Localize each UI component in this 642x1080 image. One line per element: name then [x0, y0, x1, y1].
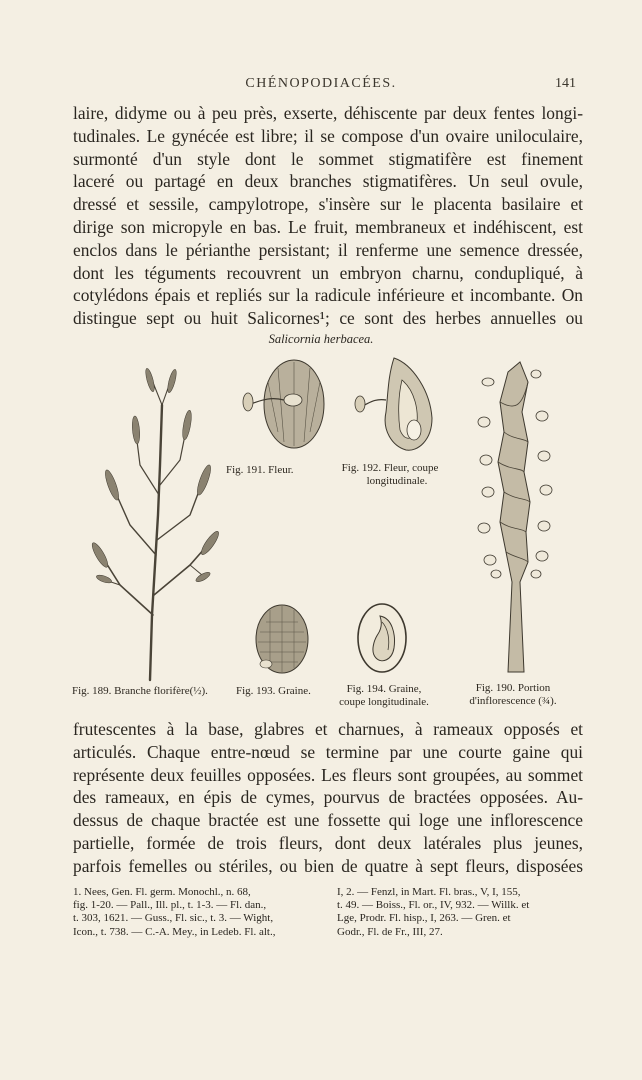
fig190-caption-line: d'inflorescence (¾).: [469, 694, 557, 707]
footnote-line: 1. Nees, Gen. Fl. germ. Monochl., n. 68,: [73, 886, 251, 898]
running-head-title: CHÉNOPODIACÉES.: [245, 76, 397, 91]
fig192-caption-line: Fig. 192. Fleur, coupe: [341, 462, 439, 474]
fig194-caption: [328, 683, 440, 708]
text-line: enclos dans le périanthe persistant; il renferme une semence dressée,: [73, 239, 583, 260]
paragraph-bottom: [73, 718, 583, 878]
footnotes-left-column: [73, 886, 321, 939]
footnote-line: fig. 1-20. — Pall., Ill. pl., t. 1-3. — Fl. dan.,: [73, 899, 267, 912]
text-line: frutescentes à la base, glabres et charnues, à rameaux opposés et: [73, 719, 583, 739]
fig189-caption: Fig. 189. Branche florifère(½).: [72, 685, 208, 697]
fig194-caption-line: Fig. 194. Graine,: [346, 683, 422, 695]
text-line: dont les téguments recouvrent un embryon charnu, condupliqué, à: [73, 262, 583, 283]
footnotes-right-column: [337, 886, 585, 939]
text-line: dessus de chaque bractée est une fossette qui loge une inflorescence: [73, 810, 583, 831]
fig192-caption-line: longitudinale.: [366, 474, 428, 487]
text-line: articulés. Chaque entre-nœud se termine par une courte gaine qui: [73, 741, 583, 762]
footnote-line: I, 2. — Fenzl, in Mart. Fl. bras., V, I, 155,: [337, 886, 521, 898]
text-line: représente deux feuilles opposées. Les fleurs sont groupées, au sommet: [73, 764, 583, 785]
fig194-caption-line: coupe longitudinale.: [339, 695, 429, 708]
fig194-seed-section-illustration: [352, 600, 412, 676]
footnote-line: t. 49. — Boiss., Fl. or., IV, 932. — Willk. et: [337, 899, 530, 912]
text-line: dirige son micropyle en bas. Le fruit, membraneux et indéhiscent, est: [73, 216, 583, 237]
text-line: tudinales. Le gynécée est libre; il se compose d'un ovaire uniloculaire,: [73, 125, 583, 146]
fig189-branch-illustration: [80, 365, 230, 685]
footnote-line: t. 303, 1621. — Guss., Fl. sic., t. 3. — Wight,: [73, 912, 274, 925]
fig191-flower-illustration: [238, 352, 330, 457]
text-line: distingue sept ou huit Salicornes¹; ce sont des herbes annuelles ou: [73, 308, 583, 329]
text-line: dressé et sessile, campylotrope, s'insère sur le placenta basilaire et: [73, 194, 583, 215]
page-number: 141: [555, 76, 576, 91]
text-line: des rameaux, en épis de cymes, pourvus de bractées opposées. Au-: [73, 787, 583, 808]
running-head: [0, 76, 642, 98]
fig190-caption: [450, 682, 576, 707]
text-line: cotylédons épais et repliés sur la radicule inférieure et incombante. On: [73, 285, 583, 306]
fig191-caption: Fig. 191. Fleur.: [226, 464, 294, 476]
footnote-line: Godr., Fl. de Fr., III, 27.: [337, 925, 443, 938]
footnote-line: Lge, Prodr. Fl. hisp., I, 263. — Gren. et: [337, 912, 511, 925]
text-line: laire, didyme ou à peu près, exserte, déhiscente par deux fentes longi-: [73, 103, 583, 123]
fig190-caption-line: Fig. 190. Portion: [475, 682, 551, 694]
fig190-inflorescence-illustration: [470, 352, 560, 677]
fig193-seed-illustration: [252, 602, 312, 676]
paragraph-top: [73, 102, 583, 330]
footnote-line: Icon., t. 738. — C.-A. Mey., in Ledeb. Fl. alt.,: [73, 925, 276, 938]
fig192-flower-section-illustration: [352, 350, 444, 460]
text-line: parfois femelles ou stériles, ou bien de quatre à sept fleurs, disposées: [73, 855, 583, 876]
fig193-caption: Fig. 193. Graine.: [236, 685, 311, 697]
text-line: laceré ou partagé en deux branches stigmatifères. Un seul ovule,: [73, 171, 583, 192]
fig192-caption: [330, 462, 450, 487]
text-line: surmonté d'un style dont le sommet stigmatifère est finement: [73, 148, 583, 169]
species-caption: Salicornia herbacea.: [268, 332, 374, 346]
text-line: partielle, formée de trois fleurs, dont deux latérales plus jeunes,: [73, 832, 583, 853]
